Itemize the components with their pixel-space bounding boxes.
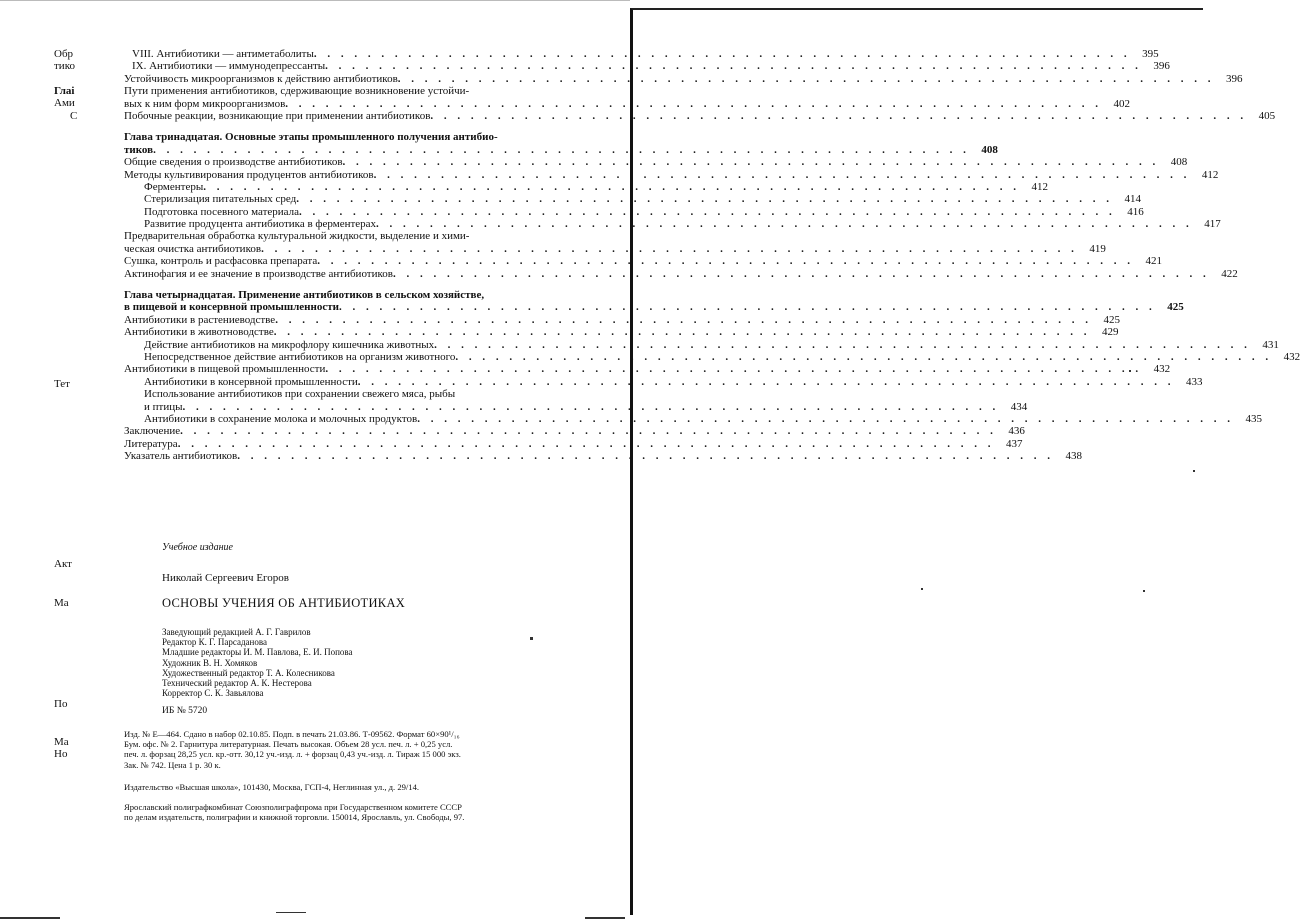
toc-entry-title: Антибиотики в пищевой промышленности (124, 363, 326, 376)
toc-row (124, 350, 1300, 363)
toc-row (124, 242, 1106, 255)
toc-entry-title: вых к ним форм микроорганизмов (124, 97, 286, 110)
toc-entry-title: Непосредственное действие антибиотиков на организм животного (144, 350, 456, 363)
toc-entry-title: VIII. Антибиотики — антиметаболиты (132, 48, 314, 60)
toc-chapter-row (124, 289, 620, 301)
toc-row (124, 218, 1221, 231)
toc-entry-title: Стерилизация питательных сред (144, 193, 297, 206)
margin-fragment: Ами (54, 97, 75, 109)
toc-row (124, 375, 1203, 388)
toc-page-number: 396 (1226, 72, 1243, 85)
toc-page-number: 432 (1283, 350, 1300, 363)
toc-row (124, 48, 1159, 60)
toc-entry-title: Общие сведения о производстве антибиотиков (124, 156, 343, 169)
toc-entry-title: Актинофагия и ее значение в производстве антибиотиков (124, 267, 393, 280)
right-blank-page (630, 8, 1203, 915)
printer-block (124, 802, 620, 822)
toc-entry-title: Антибиотики в сохранение молока и молочных продуктов (144, 412, 418, 425)
margin-fragment: Обр (54, 48, 74, 60)
scan-edge (0, 0, 630, 1)
scan-speck (1193, 470, 1195, 472)
toc-row (124, 313, 1120, 326)
toc-page-number: 419 (1089, 242, 1106, 255)
margin-fragment: Тет (54, 378, 70, 390)
toc-entry-title: Ферментеры (144, 180, 204, 193)
toc-entry-title: и птицы (144, 400, 183, 413)
scan-edge (0, 917, 60, 919)
toc-row (124, 72, 1243, 85)
toc-entry-title: Антибиотики в животноводстве (124, 326, 274, 339)
toc-entry-title: Литература (124, 437, 178, 450)
toc-row (124, 326, 1119, 339)
toc-entry-title: Глава тринадцатая. Основные этапы промышленного получения антибио- (124, 131, 498, 144)
scan-edge (276, 912, 306, 913)
toc-page-number: 408 (981, 143, 998, 156)
staff-line: Корректор С. К. Завьялова (162, 688, 264, 699)
toc-row (124, 60, 1170, 73)
toc-page-number: 437 (1005, 437, 1023, 450)
toc-entry-title: Антибиотики в растениеводстве (124, 313, 276, 326)
margin-fragment: Ма (54, 736, 69, 748)
margin-fragment: Но (54, 748, 68, 760)
staff-line: Заведующий редакцией А. Г. Гаврилов (162, 627, 311, 637)
toc-entry-title: Методы культивирования продуцентов антибиотиков (124, 168, 374, 181)
toc-chapter-row (124, 301, 1184, 314)
toc-page-number: 395 (1142, 48, 1159, 60)
toc-page-number: 402 (1113, 97, 1131, 110)
toc-entry-title: в пищевой и консервной промышленности (124, 301, 339, 314)
toc-row (124, 205, 1144, 218)
toc-page-number: 432 (1153, 363, 1171, 376)
toc-row (124, 97, 1131, 110)
margin-fragment: тико (54, 60, 75, 72)
toc-entry-title: Предварительная обработка культуральной жидкости, выделение и хими- (124, 230, 470, 243)
toc-entry-title: тиков (124, 143, 154, 156)
imprint-line: Изд. № Е—464. Сдано в набор 02.10.85. Подп. в печать 21.03.86. Т-09562. Формат 60×90¹/₁₆ (124, 729, 460, 739)
toc-row (124, 109, 1276, 122)
margin-fragment: По (54, 698, 68, 710)
toc-page-number: 422 (1221, 267, 1238, 280)
author-name: Николай Сергеевич Егоров (162, 572, 289, 584)
toc-entry-title: Использование антибиотиков при сохранении свежего мяса, рыбы (144, 388, 456, 401)
toc-page-number: 425 (1103, 313, 1120, 326)
toc-row (124, 388, 620, 400)
toc-entry-title: Заключение (124, 425, 181, 438)
staff-line: Художник В. Н. Хомяков (162, 657, 258, 668)
staff-list (162, 627, 353, 698)
margin-fragment: С (70, 110, 78, 122)
toc-gap (124, 280, 620, 289)
toc-page-number: 433 (1186, 375, 1203, 388)
toc-row (124, 425, 1025, 438)
toc-row (124, 267, 1238, 280)
toc-row (124, 230, 620, 242)
toc-entry-title: Сушка, контроль и расфасовка препарата (124, 255, 318, 268)
table-of-contents (124, 48, 1300, 463)
toc-row (124, 338, 1279, 351)
toc-row (124, 412, 1262, 425)
toc-chapter-row (124, 143, 998, 156)
imprint-line: Зак. № 742. Цена 1 р. 30 к. (124, 759, 221, 770)
imprint-block (124, 729, 620, 770)
toc-page-number: 421 (1145, 255, 1162, 268)
toc-entry-title: IX. Антибиотики — иммунодепрессанты (132, 60, 326, 73)
toc-page-number: 405 (1258, 109, 1276, 122)
scan-speck (530, 637, 533, 640)
toc-page-number: 429 (1102, 326, 1119, 339)
toc-entry-title: Устойчивость микроорганизмов к действию антибиотиков (124, 72, 398, 85)
margin-fragment: Акт (54, 558, 72, 570)
toc-entry-title: ческая очистка антибиотиков (124, 242, 262, 255)
toc-entry-title: Действие антибиотиков на микрофлору кишечника животных (144, 338, 435, 351)
toc-row (124, 168, 1219, 181)
toc-page-number: 435 (1245, 412, 1262, 425)
toc-row (124, 255, 1162, 268)
toc-page-number: 417 (1204, 218, 1221, 231)
staff-line: Технический редактор А. К. Нестерова (162, 678, 312, 689)
toc-page-number: 431 (1262, 338, 1279, 351)
book-title: ОСНОВЫ УЧЕНИЯ ОБ АНТИБИОТИКАХ (162, 596, 406, 610)
printer-line: Ярославский полиграфкомбинат Союзполиграфпрома при Государственном комитете СССР (124, 802, 462, 812)
toc-page-number: 436 (1008, 425, 1025, 438)
publisher-line: Издательство «Высшая школа», 101430, Москва, ГСП-4, Неглинная ул., д. 29/14. (124, 782, 420, 792)
toc-row (124, 193, 1141, 206)
toc-chapter-row (124, 131, 620, 143)
imprint-line: печ. л. форзац 28,25 усл. кр.-отт. 30,12 уч.-изд. л. + форзац 0,43 уч.-изд. л. Тираж 15 000 экз. (124, 749, 461, 760)
staff-line: Художественный редактор Т. А. Колесникова (162, 667, 335, 678)
ib-number: ИБ № 5720 (162, 706, 208, 716)
toc-page-number: 416 (1127, 205, 1144, 218)
toc-row (124, 450, 1082, 463)
toc-page-number: 425 (1167, 301, 1184, 314)
toc-page-number: 408 (1170, 156, 1188, 169)
staff-line: Младшие редакторы И. М. Павлова, Е. И. Попова (162, 647, 353, 658)
margin-fragment: Ма (54, 597, 69, 609)
toc-entry-title: Развитие продуцента антибиотика в ферментерах (144, 218, 377, 231)
scan-speck (1143, 590, 1145, 592)
toc-entry-title: Глава четырнадцатая. Применение антибиотиков в сельском хозяйстве, (124, 289, 485, 302)
toc-page-number: 434 (1010, 400, 1028, 413)
printer-line: по делам издательств, полиграфии и книжной торговли. 150014, Ярославль, ул. Свободы, 97. (124, 812, 465, 823)
toc-gap (124, 122, 620, 131)
toc-entry-title: Антибиотики в консервной промышленности (144, 375, 358, 388)
toc-page-number: 414 (1124, 193, 1141, 206)
scan-edge (585, 917, 625, 919)
toc-entry-title: Пути применения антибиотиков, сдерживающие возникновение устойчи- (124, 85, 470, 98)
toc-row (124, 85, 620, 97)
imprint-line: Бум. офс. № 2. Гарнитура литературная. Печать высокая. Объем 28 усл. печ. л. + 0,25 усл. (124, 739, 453, 750)
toc-entry-title: Подготовка посевного материала (144, 205, 300, 218)
toc-page-number: 396 (1153, 60, 1170, 73)
toc-entry-title: Указатель антибиотиков (124, 450, 238, 463)
edition-type: Учебное издание (162, 542, 233, 553)
toc-page-number: 412 (1201, 168, 1219, 181)
toc-row (124, 363, 1171, 376)
toc-row (124, 180, 1048, 193)
toc-row (124, 437, 1023, 450)
toc-row (124, 156, 1188, 169)
scan-speck (921, 588, 923, 590)
toc-row (124, 400, 1028, 413)
scan-speck (1129, 370, 1131, 372)
toc-entry-title: Побочные реакции, возникающие при применении антибиотиков (124, 109, 431, 122)
toc-page-number: 438 (1065, 450, 1082, 463)
staff-line: Редактор К. Г. Парсаданова (162, 637, 267, 648)
margin-fragment: Глаі (54, 85, 75, 97)
toc-page-number: 412 (1031, 180, 1048, 193)
